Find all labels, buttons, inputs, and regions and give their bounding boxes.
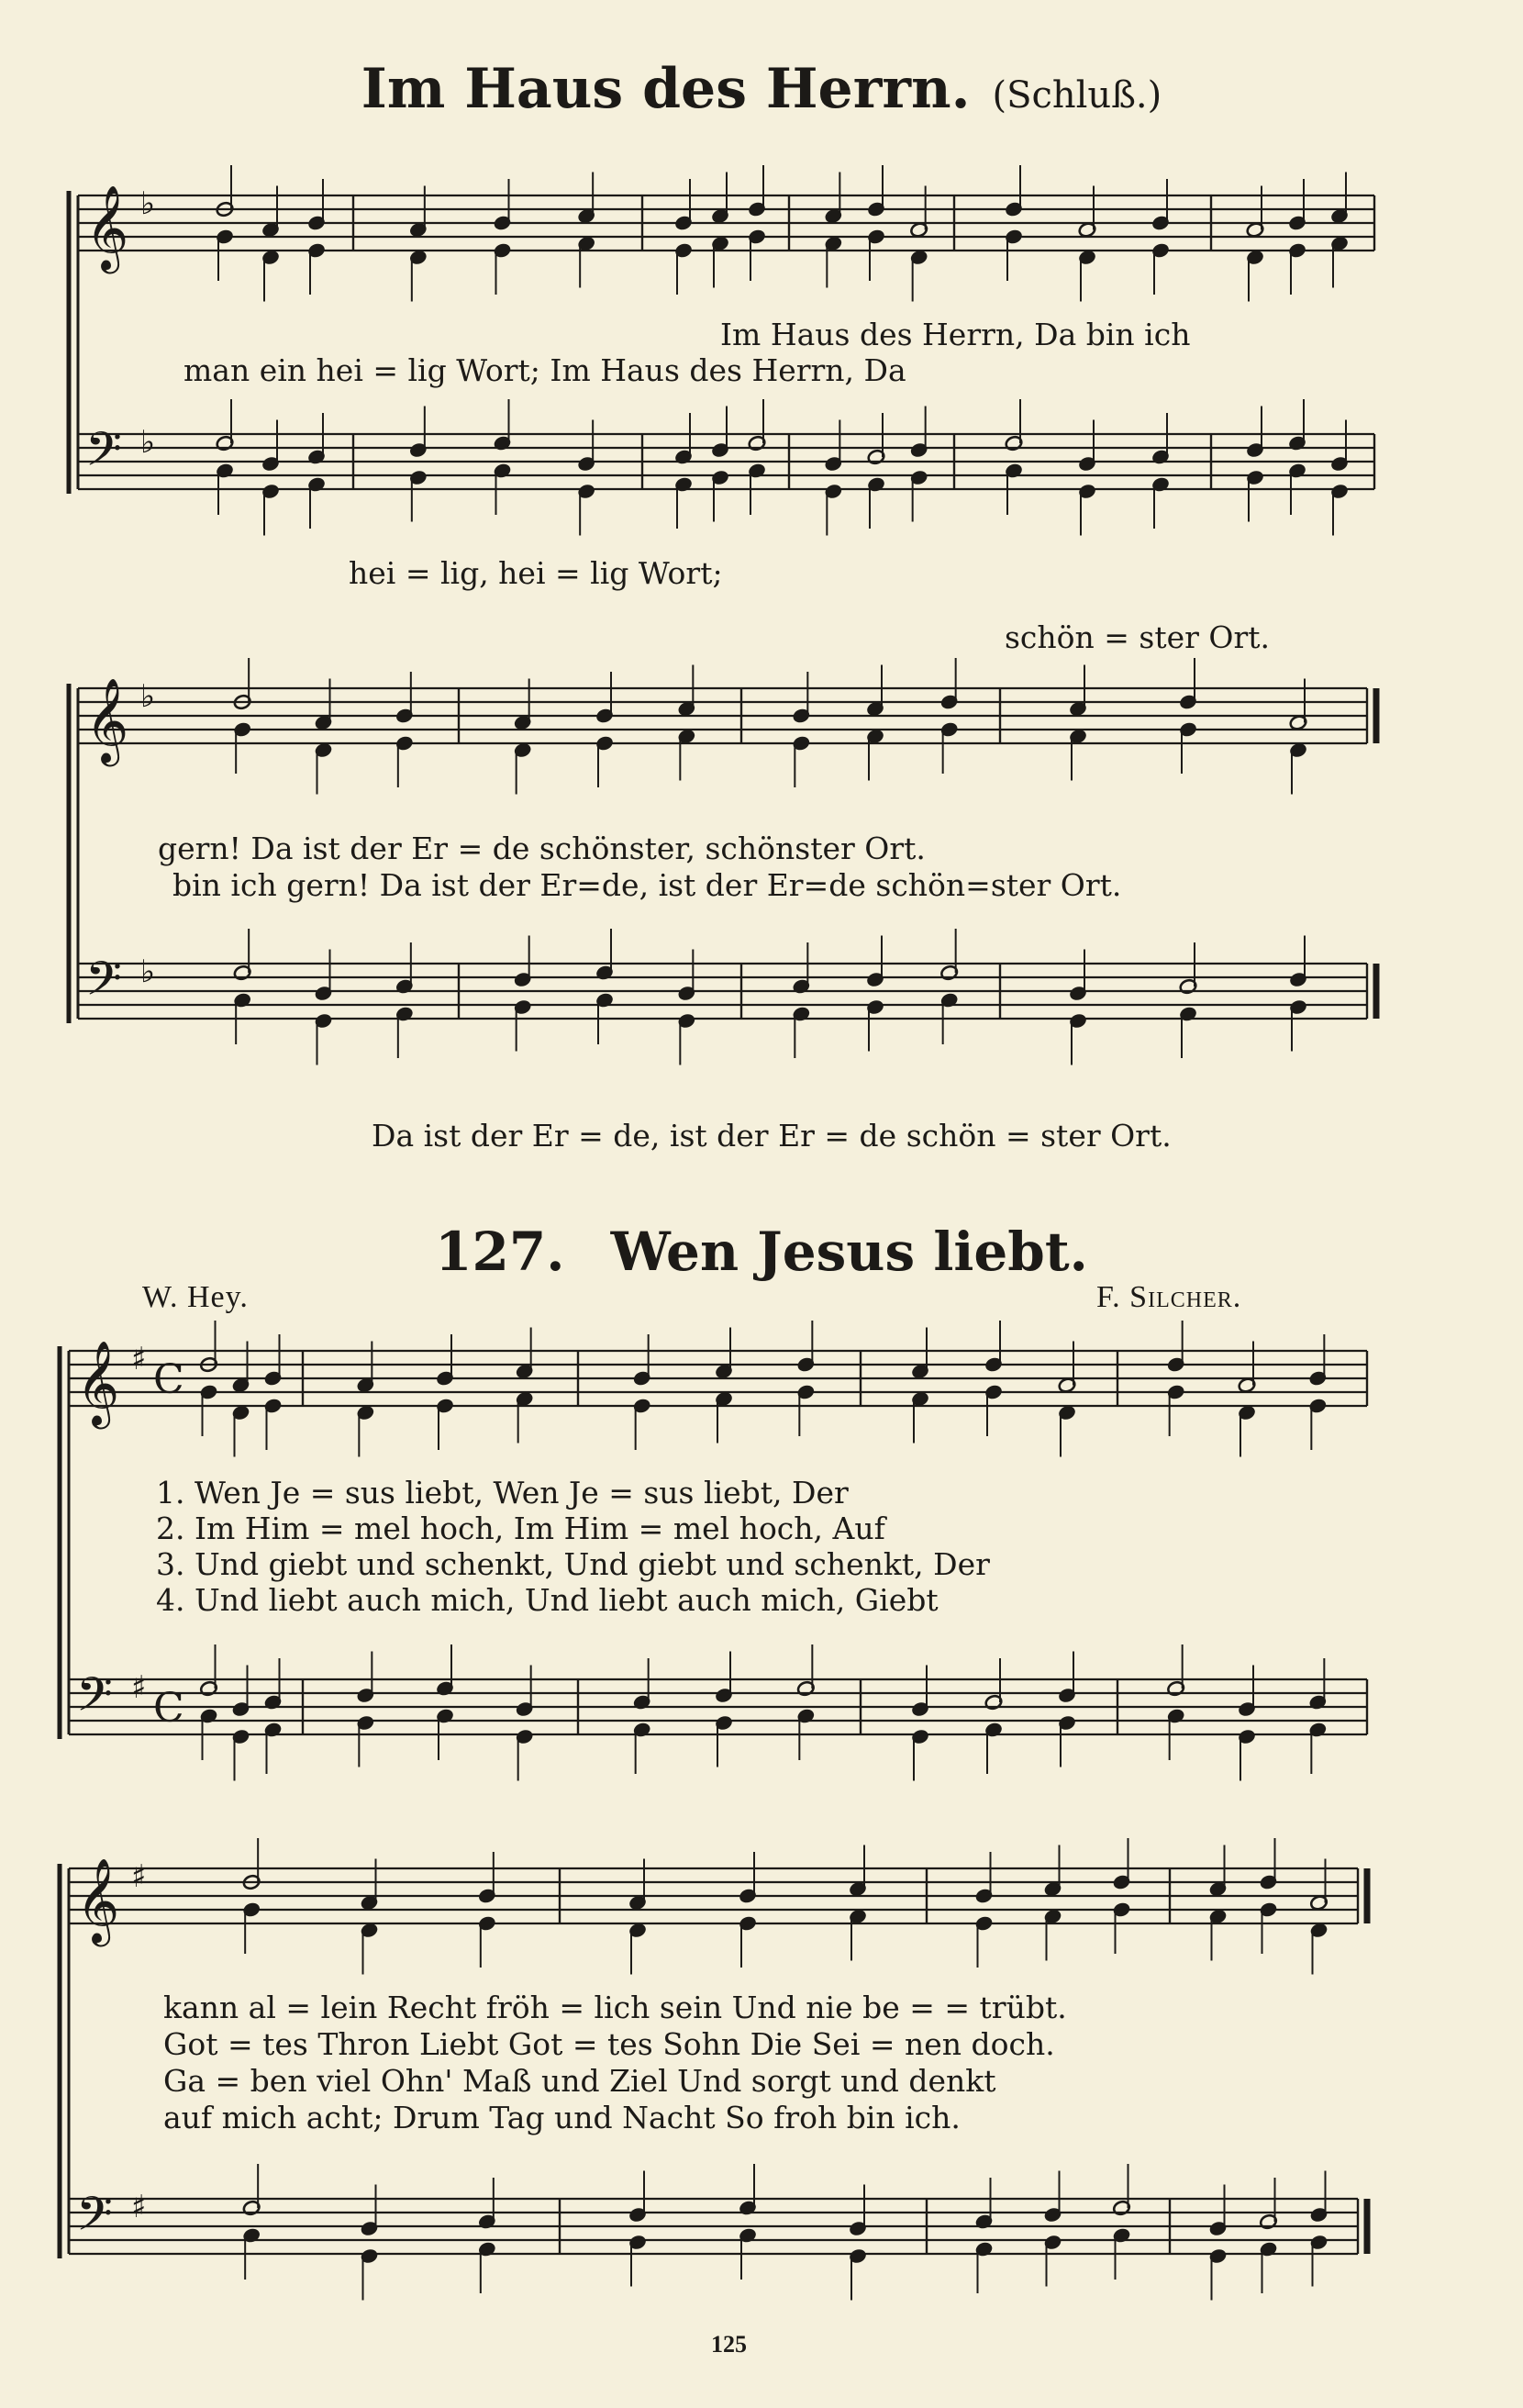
verse-line: Ga = ben viel Ohn' Maß und Ziel Und sorgt und denkt (163, 2063, 996, 2099)
song-number: 127. (435, 1221, 565, 1283)
s1-sys2-upper-lyric-2: bin ich gern! Da ist der Er=de, ist der Er=de schön=ster Ort. (172, 867, 1122, 903)
bass-staff (69, 2199, 1358, 2254)
verse-line: auf mich acht; Drum Tag und Nacht So froh bin ich. (163, 2100, 961, 2135)
treble-staff (69, 1868, 1358, 1923)
bass-clef-icon: 𝄢 (85, 421, 122, 488)
bass-clef-icon: 𝄢 (85, 951, 122, 1018)
treble-clef-icon: 𝄞 (76, 1857, 120, 1943)
bass-staff (78, 964, 1367, 1019)
key-signature-icon: ♭ (140, 953, 156, 990)
bass-clef-icon: 𝄢 (76, 2186, 113, 2253)
key-signature-icon: ♭ (140, 424, 156, 461)
song2-heading (0, 1221, 1523, 1283)
key-signature-icon: ♭ (140, 678, 156, 715)
verse-line: 4. Und liebt auch mich, Und liebt auch mich, Giebt (156, 1582, 939, 1618)
key-signature-icon: ♯ (131, 2189, 147, 2225)
verse-line: kann al = lein Recht fröh = lich sein Und nie be = = trübt. (163, 1990, 1067, 2025)
s1-sys2-upper-lyric-1: gern! Da ist der Er = de schönster, schönster Ort. (158, 831, 926, 866)
time-signature-icon: C (153, 1685, 184, 1732)
treble-clef-icon: 𝄞 (85, 677, 129, 763)
composer-credit: F. Silcher. (1096, 1280, 1242, 1314)
verses-block-b (163, 1990, 1067, 2136)
s1-sys1-upper-lyric-2: man ein hei = lig Wort; Im Haus des Herrn, Da (183, 352, 906, 388)
bass-clef-icon: 𝄢 (76, 1667, 113, 1734)
page-number: 125 (711, 2331, 747, 2358)
treble-staff (78, 688, 1367, 743)
s1-sys2-upper-lyric-top: schön = ster Ort. (1005, 619, 1270, 655)
song-subtitle: (Schluß.) (992, 74, 1162, 117)
treble-clef-icon: 𝄞 (76, 1340, 120, 1425)
song2-title: Wen Jesus liebt. (610, 1221, 1088, 1283)
key-signature-icon: ♭ (140, 185, 156, 222)
s1-sys2-bass-lyric: Da ist der Er = de, ist der Er = de schön = ster Ort. (372, 1118, 1172, 1154)
s1-sys1-bass-lyric: hei = lig, hei = lig Wort; (349, 555, 723, 591)
treble-clef-icon: 𝄞 (85, 184, 129, 270)
key-signature-icon: ♯ (131, 1341, 147, 1377)
key-signature-icon: ♯ (131, 1858, 147, 1895)
verse-line: 2. Im Him = mel hoch, Im Him = mel hoch, Auf (156, 1511, 885, 1546)
s1-sys1-upper-lyric-1: Im Haus des Herrn, Da bin ich (720, 317, 1191, 352)
verse-line: 3. Und giebt und schenkt, Und giebt und schenkt, Der (156, 1546, 990, 1582)
verse-line: Got = tes Thron Liebt Got = tes Sohn Die Sei = nen doch. (163, 2026, 1055, 2062)
author-credit: W. Hey. (142, 1280, 249, 1314)
verse-line: 1. Wen Je = sus liebt, Wen Je = sus liebt, Der (156, 1475, 849, 1511)
verses-block-a (156, 1475, 990, 1618)
time-signature-icon: C (153, 1356, 184, 1403)
song-title-text: Im Haus des Herrn. (361, 57, 971, 121)
key-signature-icon: ♯ (131, 1669, 147, 1706)
